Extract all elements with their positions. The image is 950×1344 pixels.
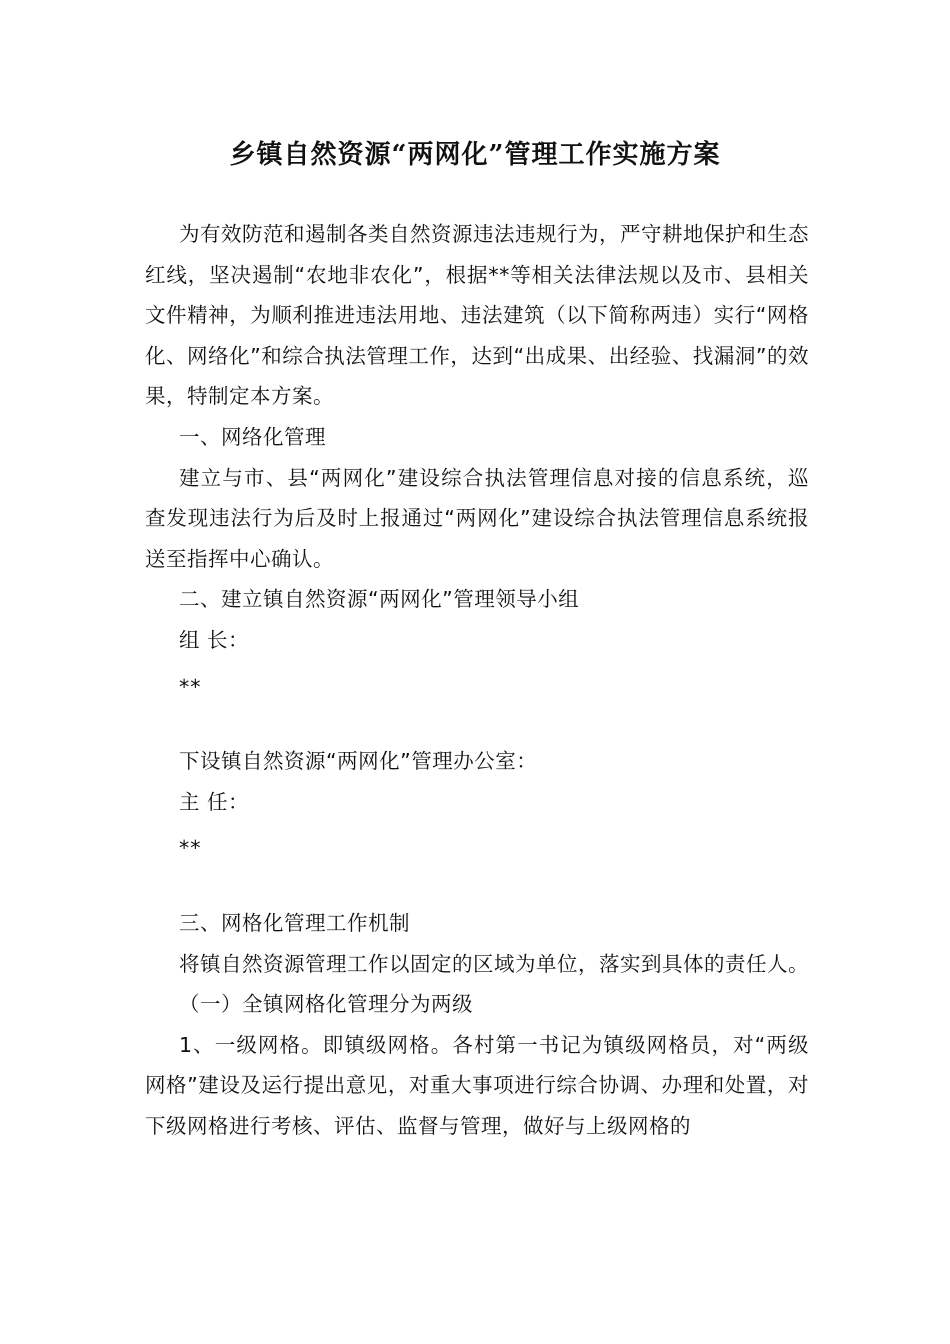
intro-paragraph: 为有效防范和遏制各类自然资源违法违规行为，严守耕地保护和生态红线，坚决遏制“农地非农化”，根据**等相关法律法规以及市、县相关文件精神，为顺利推进违法用地、违法建筑（以下简称两违）实行“网格化、网络化”和综合执法管理工作，达到“出成果、出经验、找漏洞”的效果，特制定本方案。 bbox=[145, 222, 809, 409]
group-leader-name: ** bbox=[179, 674, 202, 699]
section-heading-3: 三、网格化管理工作机制 bbox=[179, 910, 410, 935]
section-3-paragraph: 将镇自然资源管理工作以固定的区域为单位，落实到具体的责任人。 bbox=[179, 951, 809, 976]
office-line: 下设镇自然资源“两网化”管理办公室： bbox=[179, 749, 538, 774]
document-title: 乡镇自然资源“两网化”管理工作实施方案 bbox=[229, 140, 721, 170]
director-label: 主 任： bbox=[179, 789, 250, 814]
subsection-heading-1: （一）全镇网格化管理分为两级 bbox=[179, 992, 473, 1017]
document-body bbox=[145, 214, 809, 1146]
section-1-paragraph: 建立与市、县“两网化”建设综合执法管理信息对接的信息系统，巡查发现违法行为后及时上报通过“两网化”建设综合执法管理信息系统报送至指挥中心确认。 bbox=[145, 465, 809, 571]
section-heading-2: 二、建立镇自然资源“两网化”管理领导小组 bbox=[179, 587, 580, 612]
director-name: ** bbox=[179, 836, 202, 861]
group-leader-label: 组 长： bbox=[179, 627, 250, 652]
section-heading-1: 一、网络化管理 bbox=[179, 424, 326, 449]
grid-level-1-paragraph: 1、一级网格。即镇级网格。各村第一书记为镇级网格员，对“两级网格”建设及运行提出意见，对重大事项进行综合协调、办理和处置，对下级网格进行考核、评估、监督与管理，做好与上级网格的 bbox=[145, 1032, 809, 1138]
